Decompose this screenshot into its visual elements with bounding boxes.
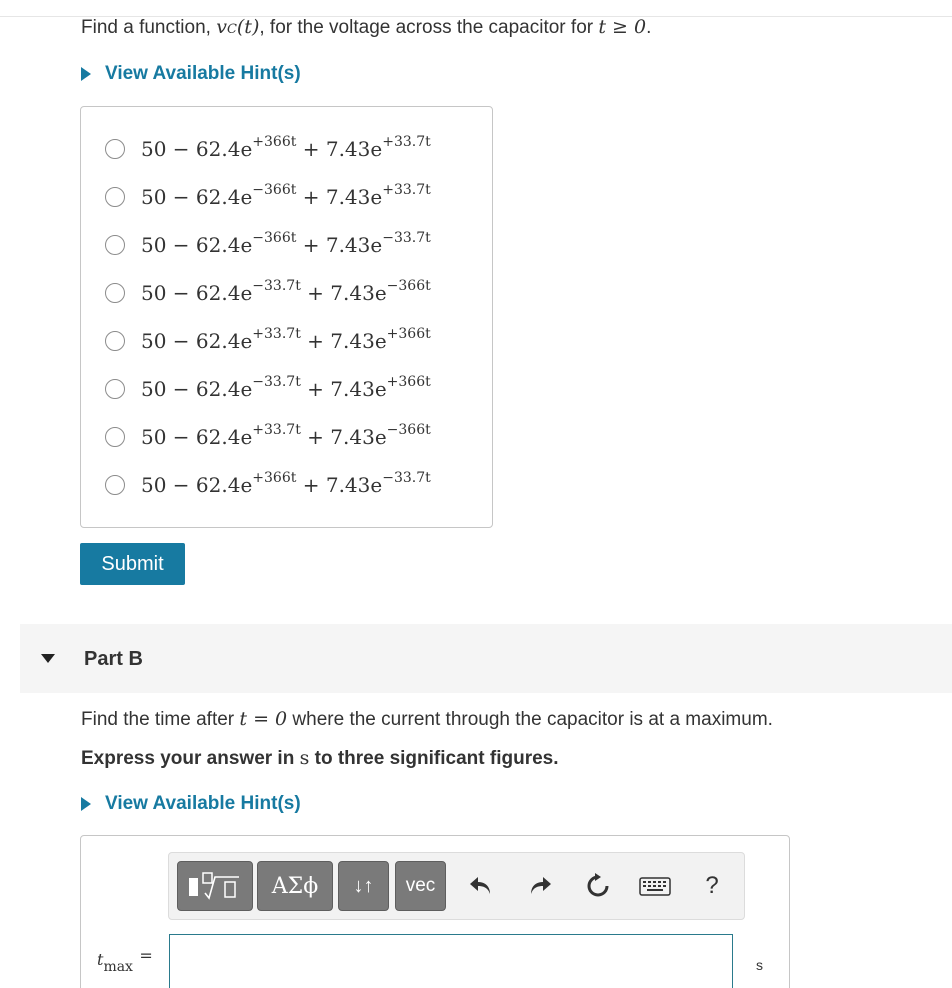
reset-icon[interactable] <box>583 871 613 901</box>
keyboard-icon[interactable] <box>638 871 672 901</box>
help-button[interactable]: ? <box>705 872 719 899</box>
choice-expression: $50 - 62.4e^{-33.7t} + 7.43e^{+366t}$ <box>141 374 431 401</box>
choice-option[interactable] <box>105 470 431 500</box>
part-b-prompt: Find the time after t = 0 where the current through the capacitor is at a maximum. <box>81 708 773 730</box>
answer-input[interactable] <box>169 934 733 988</box>
radio-button[interactable] <box>105 283 125 303</box>
undo-icon[interactable] <box>466 871 496 901</box>
radio-button[interactable] <box>105 139 125 159</box>
choice-option[interactable] <box>105 278 431 308</box>
choice-expression: $50 - 62.4e^{+366t} + 7.43e^{-33.7t}$ <box>141 470 431 497</box>
arrows-button[interactable]: ↓↑ <box>338 861 389 911</box>
radio-button[interactable] <box>105 331 125 351</box>
unit-label: s <box>756 957 763 973</box>
choice-expression: $50 - 62.4e^{-366t} + 7.43e^{-33.7t}$ <box>141 230 431 257</box>
radio-button[interactable] <box>105 235 125 255</box>
prompt-function-subscript: C <box>226 22 237 37</box>
choice-option[interactable] <box>105 134 431 164</box>
part-b-title: Part B <box>84 648 143 670</box>
choice-option[interactable] <box>105 374 431 404</box>
choice-expression: $50 - 62.4e^{+33.7t} + 7.43e^{-366t}$ <box>141 422 431 449</box>
radio-button[interactable] <box>105 187 125 207</box>
caret-down-icon <box>41 654 55 663</box>
prompt-text-mid: , for the voltage across the capacitor for <box>259 17 599 38</box>
prompt-function-name: v <box>216 16 227 38</box>
templates-icon <box>183 869 247 903</box>
choice-option[interactable] <box>105 326 431 356</box>
prompt-condition: t ≥ 0 <box>598 16 647 38</box>
caret-right-icon <box>81 67 91 81</box>
choice-expression: $50 - 62.4e^{+366t} + 7.43e^{+33.7t}$ <box>141 134 431 161</box>
choice-expression: $50 - 62.4e^{-366t} + 7.43e^{+33.7t}$ <box>141 182 431 209</box>
choice-option[interactable] <box>105 182 431 212</box>
radio-button[interactable] <box>105 475 125 495</box>
vector-button[interactable]: vec <box>395 861 446 911</box>
choice-expression: $50 - 62.4e^{-33.7t} + 7.43e^{-366t}$ <box>141 278 431 305</box>
prompt-function-arg: (t) <box>236 16 260 38</box>
part-b-header[interactable] <box>20 624 952 693</box>
choice-expression: $50 - 62.4e^{+33.7t} + 7.43e^{+366t}$ <box>141 326 431 353</box>
choice-option[interactable] <box>105 230 431 260</box>
part-b-hint-toggle[interactable] <box>81 793 301 815</box>
choices-box <box>80 106 493 528</box>
math-toolbar <box>168 852 745 920</box>
radio-button[interactable] <box>105 427 125 447</box>
hint-label: View Available Hint(s) <box>105 793 301 814</box>
prompt-end: . <box>646 17 652 38</box>
prompt-text: Find a function, <box>81 17 217 38</box>
redo-icon[interactable] <box>525 871 555 901</box>
greek-symbols-button[interactable]: ΑΣϕ <box>257 861 333 911</box>
prompt-condition: t = 0 <box>239 708 288 730</box>
instruction-unit: s <box>299 747 310 769</box>
part-a-prompt <box>81 16 651 39</box>
part-b-instructions: Express your answer in s to three significant figures. <box>81 747 559 769</box>
templates-button[interactable] <box>177 861 253 911</box>
radio-button[interactable] <box>105 379 125 399</box>
hint-label: View Available Hint(s) <box>105 63 301 84</box>
answer-label: tmax = <box>97 946 153 975</box>
submit-button[interactable]: Submit <box>80 543 185 585</box>
choice-option[interactable] <box>105 422 431 452</box>
caret-right-icon <box>81 797 91 811</box>
part-a-hint-toggle[interactable] <box>81 63 301 85</box>
